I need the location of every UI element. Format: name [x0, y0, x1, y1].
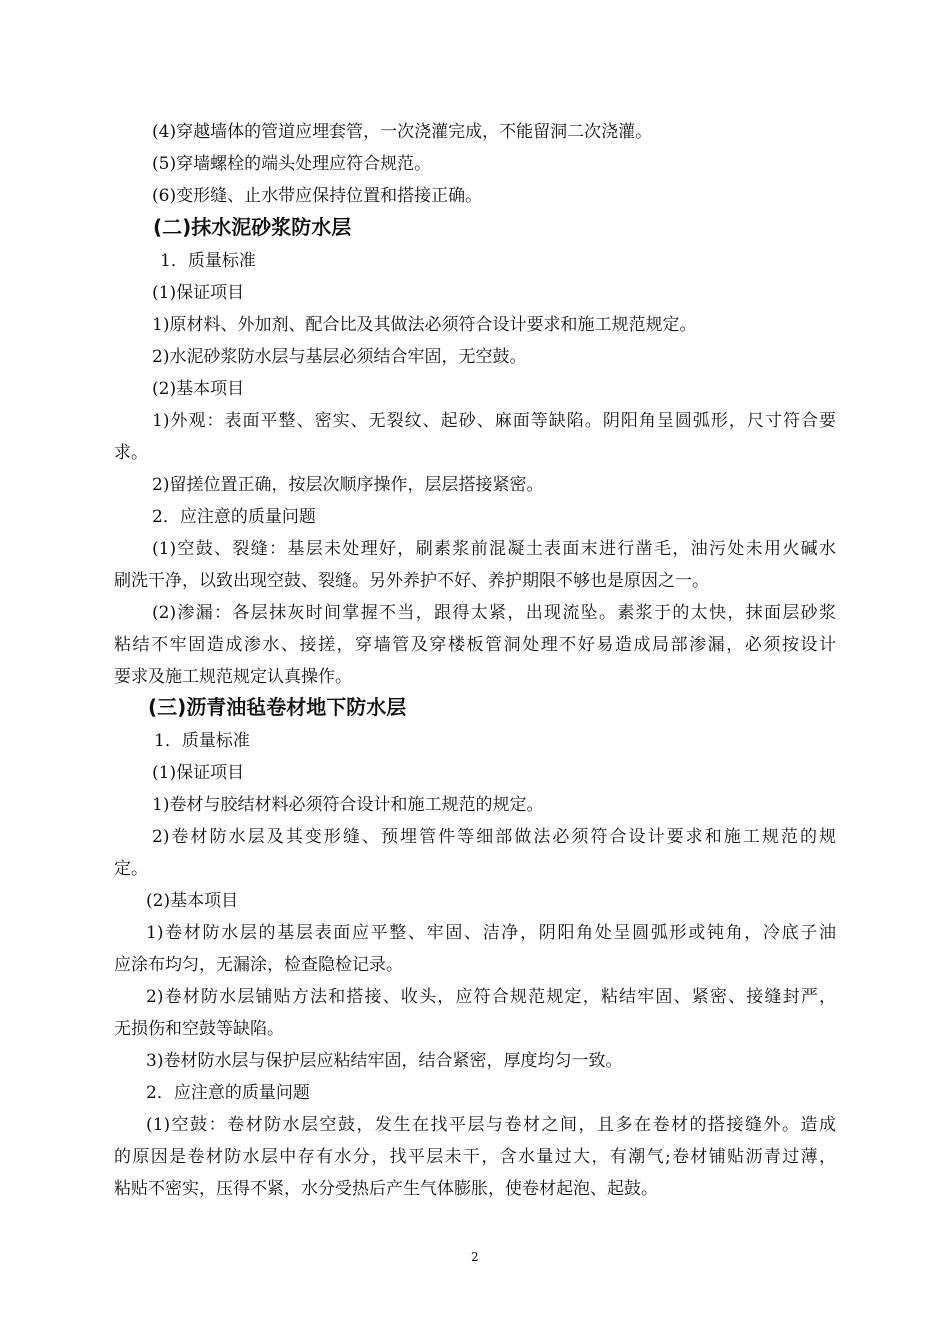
- text-line: 粘贴不密实，压得不紧，水分受热后产生气体膨胀，使卷材起泡、起鼓。: [114, 1179, 658, 1199]
- text-line: 刷洗干净，以致出现空鼓、裂缝。另外养护不好、养护期限不够也是原因之一。: [114, 571, 709, 591]
- text-line: (1)空鼓：卷材防水层空鼓，发生在找平层与卷材之间，且多在卷材的搭接缝外。造成: [146, 1115, 836, 1135]
- text-line: 2)留搓位置正确，按层次顺序操作，层层搭接紧密。: [152, 475, 544, 495]
- page-number: 2: [471, 1250, 479, 1264]
- text-line: 粘结不牢固造成渗水、接搓，穿墙管及穿楼板管洞处理不好易造成局部渗漏，必须按设计: [114, 635, 836, 655]
- section-heading: (二)抹水泥砂浆防水层: [153, 215, 352, 239]
- text-line: 2)水泥砂浆防水层与基层必须结合牢固，无空鼓。: [152, 347, 527, 367]
- text-line: 1．质量标准: [154, 731, 250, 751]
- text-line: 1)外观：表面平整、密实、无裂纹、起砂、麻面等缺陷。阴阳角呈圆弧形，尺寸符合要: [152, 411, 836, 431]
- text-line: 3)卷材防水层与保护层应粘结牢固，结合紧密，厚度均匀一致。: [146, 1051, 623, 1071]
- text-line: (1)保证项目: [152, 763, 245, 783]
- text-line: (1)保证项目: [152, 283, 245, 303]
- text-line: (2)基本项目: [146, 891, 239, 911]
- text-line: (6)变形缝、止水带应保持位置和搭接正确。: [152, 186, 483, 206]
- text-line: 1)卷材与胶结材料必须符合设计和施工规范的规定。: [152, 795, 544, 815]
- text-line: 1．质量标准: [160, 251, 256, 271]
- text-line: (2)渗漏：各层抹灰时间掌握不当，跟得太紧，出现流坠。素浆于的太快，抹面层砂浆: [152, 603, 836, 623]
- text-line: (1)空鼓、裂缝：基层未处理好，刷素浆前混凝土表面末进行凿毛，油污处未用火碱水: [152, 539, 836, 559]
- text-line: 的原因是卷材防水层中存有水分，找平层未干，含水量过大，有潮气;卷材铺贴沥青过薄，: [114, 1147, 836, 1167]
- text-line: (2)基本项目: [152, 379, 245, 399]
- text-line: 无损伤和空鼓等缺陷。: [114, 1019, 284, 1039]
- text-line: 2．应注意的质量问题: [152, 507, 316, 527]
- text-line: 定。: [114, 859, 148, 879]
- text-line: 1)原材料、外加剂、配合比及其做法必须符合设计要求和施工规范规定。: [152, 315, 697, 335]
- section-heading: (三)沥青油毡卷材地下防水层: [148, 695, 407, 719]
- text-line: 2)卷材防水层铺贴方法和搭接、收头，应符合规范规定，粘结牢固、紧密、接缝封严，: [146, 987, 836, 1007]
- text-line: 要求及施工规范规定认真操作。: [114, 667, 352, 687]
- text-line: 应涂布均匀，无漏涂，检查隐检记录。: [114, 955, 403, 975]
- text-line: 2)卷材防水层及其变形缝、预埋管件等细部做法必须符合设计要求和施工规范的规: [152, 827, 836, 847]
- text-line: 求。: [114, 443, 148, 463]
- text-line: (4)穿越墙体的管道应埋套管，一次浇灌完成，不能留洞二次浇灌。: [152, 122, 653, 142]
- text-line: 2．应注意的质量问题: [146, 1083, 310, 1103]
- text-line: 1)卷材防水层的基层表面应平整、牢固、洁净，阴阳角处呈圆弧形或钝角，冷底子油: [146, 923, 836, 943]
- text-line: (5)穿墙螺栓的端头处理应符合规范。: [152, 154, 432, 174]
